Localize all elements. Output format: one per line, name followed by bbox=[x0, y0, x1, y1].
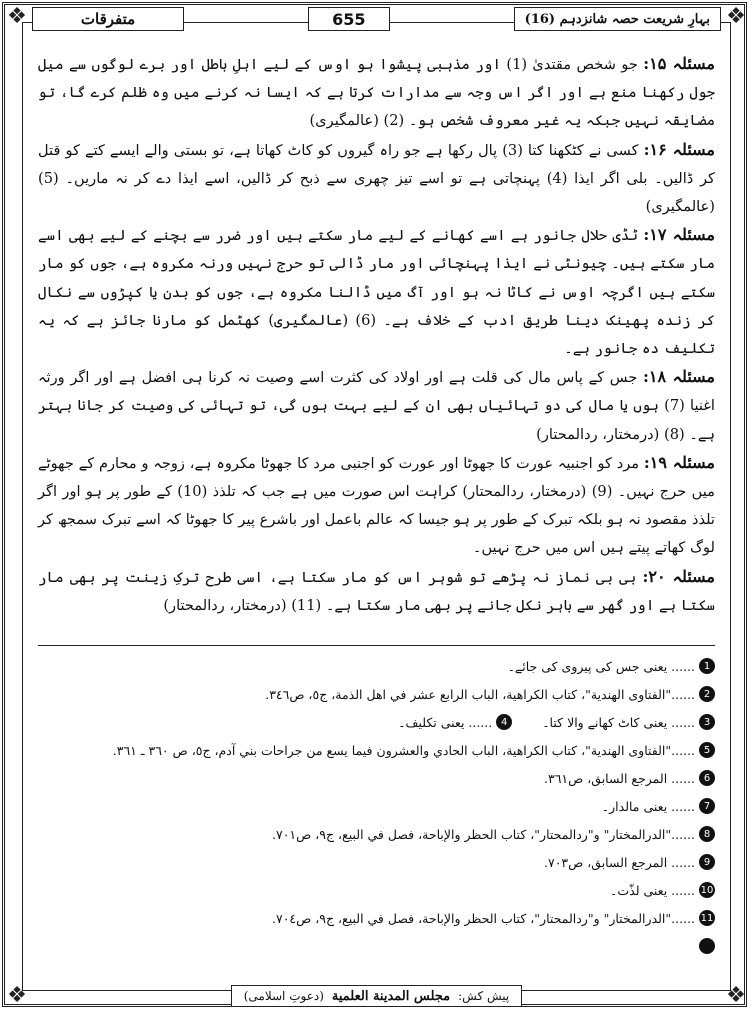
footnote-text: ......"الفتاوی الهندية"، كتاب الكراهية، الباب الحادي والعشرون فيما يسع من جراحات بني آدم، ج٥، ص ٣٦٠ ـ ٣٦١. bbox=[112, 742, 695, 758]
footnote-number: 3 bbox=[699, 714, 715, 730]
footer-prefix: پیش کش: bbox=[458, 989, 510, 1003]
footnote-item bbox=[34, 820, 715, 848]
footnote-item bbox=[34, 932, 715, 960]
masala-text: ٹڈی حلال جانور ہے اسے کھانے کے لیے مار سکتے ہیں اور ضرر سے بچنے کے لیے بھی اسے مار سکتے ہیں۔ چیونٹی نے ایذا پہنچائی اور مار ڈالی تو حرج نہیں ورنہ مکروہ ہے، جوں کو مار سکتے ہیں اگرچہ اوس نے کاٹا نہ ہو اور آگ میں ڈالنا مکروہ ہے، جوں کو بدن یا کپڑوں سے نکال کر زندہ پھینک دینا طریق ادب کے خلاف ہے۔ (6) (عالمگیری) کھٹمل کو مارنا جائز ہے کہ یہ تکلیف دہ جانور ہے۔ bbox=[38, 227, 716, 358]
footnote-item bbox=[34, 792, 715, 820]
publisher-org: (دعوتِ اسلامی) bbox=[243, 989, 324, 1003]
corner-ornament-icon: ❖ bbox=[726, 4, 746, 29]
footnote-item bbox=[34, 708, 715, 736]
footnote-text: ...... یعنی لذّت۔ bbox=[610, 882, 695, 898]
page-footer bbox=[0, 985, 753, 1007]
masala-17 bbox=[38, 221, 715, 363]
footnote-text: ......"الدرالمختار" و"ردالمحتار"، كتاب الحظر والإباحة، فصل في البيع، ج٩، ص٧٠١. bbox=[272, 826, 695, 842]
footnote-number: 7 bbox=[699, 798, 715, 814]
footnote-text: ...... المرجع السابق، ص٧٠٣. bbox=[544, 854, 695, 870]
footnotes bbox=[34, 652, 715, 960]
footnote-text: ...... یعنی تکلیف۔ bbox=[398, 714, 493, 730]
footnote-number: 2 bbox=[699, 686, 715, 702]
masala-label: مسئلہ ۱۸: bbox=[642, 367, 715, 387]
main-text bbox=[38, 50, 715, 620]
footnote-text: ...... یعنی مالدار۔ bbox=[601, 798, 695, 814]
masala-20 bbox=[38, 563, 715, 620]
footnote-divider bbox=[38, 645, 715, 646]
footnote-number: 4 bbox=[496, 714, 512, 730]
masala-label: مسئلہ ۱۵: bbox=[643, 54, 715, 73]
footnote-number: 11 bbox=[699, 910, 715, 926]
masala-18 bbox=[38, 363, 715, 449]
footnote-text: ......"الدرالمختار" و"ردالمحتار"، كتاب الحظر والإباحة، فصل في البيع، ج٩، ص٧٠٤. bbox=[272, 910, 695, 926]
masala-text: بی بی نماز نہ پڑھے تو شوہر اس کو مار سکتا ہے، اسی طرح ترکِ زینت پر بھی مار سکتا ہے اور گھر سے باہر نکل جانے پر بھی مار سکتا ہے۔ bbox=[38, 568, 715, 614]
page-number: 655 bbox=[308, 7, 390, 31]
footnote-item bbox=[34, 848, 715, 876]
masala-16 bbox=[38, 136, 715, 222]
corner-ornament-icon: ❖ bbox=[7, 983, 27, 1008]
footnote-number: 8 bbox=[699, 826, 715, 842]
masala-15 bbox=[38, 50, 715, 136]
book-title: بہارِ شریعت حصہ شانزدہم (16) bbox=[514, 7, 721, 31]
section-title: متفرقات bbox=[32, 7, 184, 31]
masala-reference: (8) (درمختار، ردالمحتار) bbox=[536, 425, 685, 443]
footnote-number: 9 bbox=[699, 854, 715, 870]
footnote-number: 6 bbox=[699, 770, 715, 786]
footnote-text: ...... یعنی کاٹ کھانے والا کتا۔ bbox=[542, 714, 695, 730]
footnote-text: ......"الفتاوی الهندية"، كتاب الكراهية، الباب الرابع عشر في اهل الذمة، ج٥، ص٣٤٦. bbox=[265, 686, 695, 702]
footnote-item bbox=[34, 904, 715, 932]
page-header bbox=[32, 6, 721, 32]
publisher-name: مجلس المدينة العلمية bbox=[331, 988, 451, 1004]
masala-text: مرد کو اجنبیہ عورت کا جھوٹا اور عورت کو اجنبی مرد کا جھوٹا مکروہ ہے، زوجہ و محارم کے جھوٹے میں حرج نہیں۔ (9) (درمختار، ردالمحتار) کراہت اس صورت میں ہے جب کہ تلذذ (10) کے طور پر ہو اور اگر تلذذ مقصود نہ ہو بلکہ تبرک کے طور پر ہو جیسا کہ عالم باعمل اور باشرع پیر کا جھوٹا کہ اسے تبرک سمجھ کر لوگ کھاتے پیتے ہیں اس میں حرج نہیں۔ bbox=[38, 454, 715, 557]
masala-label: مسئلہ ۱۶: bbox=[643, 139, 715, 159]
masala-19 bbox=[38, 449, 715, 563]
masala-label: مسئلہ ۱۷: bbox=[643, 225, 716, 245]
footnote-text: ...... المرجع السابق، ص٣٦١. bbox=[544, 770, 695, 786]
masala-reference: (2) (عالمگیری) bbox=[309, 112, 405, 130]
footnote-item bbox=[34, 652, 715, 680]
footnote-number bbox=[699, 938, 715, 954]
footnote-number: 1 bbox=[699, 658, 715, 674]
masala-reference: (11) (درمختار، ردالمحتار) bbox=[163, 596, 322, 614]
masala-text: کسی نے کٹکھنا کتا (3) پال رکھا ہے جو راہ گیروں کو کاٹ کھاتا ہے، تو بستی والے ایسے کتے کو قتل کر ڈالیں۔ بلی اگر ایذا (4) پہنچاتی ہے تو اسے تیز چھری سے ذبح کر ڈالیں، اسے ایذا دے کر نہ ماریں۔ bbox=[38, 141, 715, 187]
footnote-text: ...... یعنی جس کی پیروی کی جائے۔ bbox=[507, 658, 695, 674]
footnote-item bbox=[34, 764, 715, 792]
footnote-item bbox=[34, 680, 715, 708]
footnote-number: 10 bbox=[699, 882, 715, 898]
publisher-box bbox=[231, 985, 523, 1007]
footnote-item bbox=[34, 736, 715, 764]
masala-label: مسئلہ ۱۹: bbox=[643, 452, 715, 472]
corner-ornament-icon: ❖ bbox=[7, 4, 27, 29]
corner-ornament-icon: ❖ bbox=[726, 983, 746, 1008]
masala-text: جو شخص مقتدیٰ (1) اور مذہبی پیشوا ہو اوس کے لیے اہلِ باطل اور برے لوگوں سے میل جول رکھنا منع ہے اور اگر اس وجہ سے مدارات کرتا ہے کہ ایسا نہ کرنے میں وہ ظلم کرے گا، تو مضایقہ نہیں جبکہ یہ غیر معروف شخص ہو۔ bbox=[38, 56, 715, 130]
masala-reference: (5) (عالمگیری) bbox=[38, 169, 715, 216]
footnote-item bbox=[34, 876, 715, 904]
masala-text: جس کے پاس مال کی قلت ہے اور اولاد کی کثرت اسے وصیت نہ کرنا ہی افضل ہے اور اگر ورثہ اغنیا (7) ہوں یا مال کی دو تہائیاں بھی ان کے لیے بہت ہوں گی، تو تہائی کی وصیت کر جانا بہتر ہے۔ bbox=[38, 369, 715, 443]
masala-label: مسئلہ ۲۰: bbox=[642, 566, 715, 586]
footnote-number: 5 bbox=[699, 742, 715, 758]
